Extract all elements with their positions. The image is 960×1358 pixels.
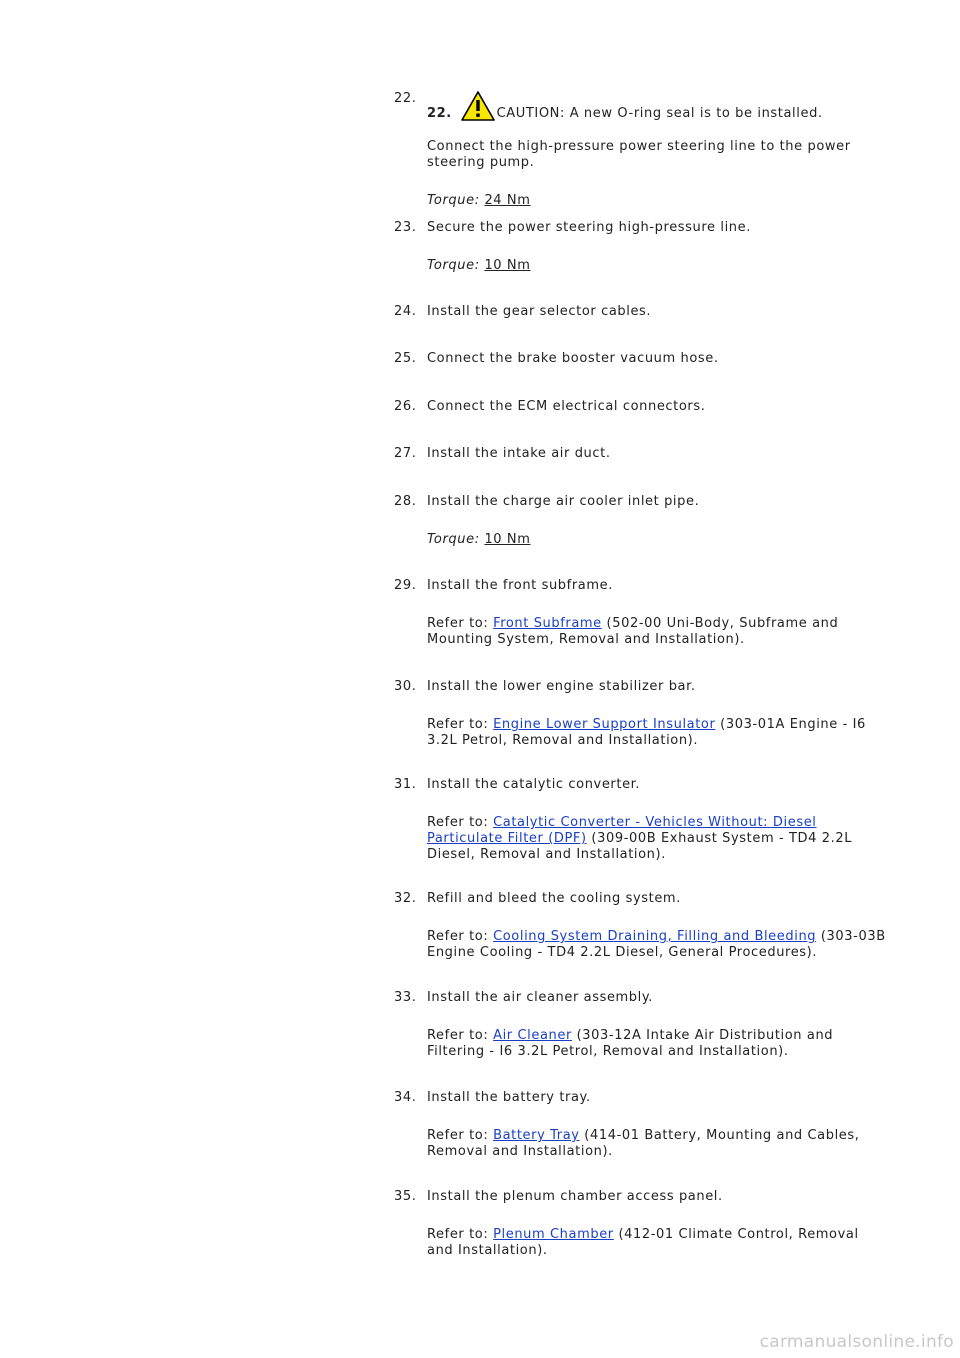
step-number: 30. bbox=[394, 679, 417, 694]
step-content bbox=[427, 1090, 887, 1160]
step-text: Install the charge air cooler inlet pipe. bbox=[427, 494, 700, 509]
torque-label: Torque: bbox=[427, 193, 480, 208]
step-content bbox=[427, 578, 887, 648]
step-number: 35. bbox=[394, 1189, 417, 1204]
link-cooling-system[interactable]: Cooling System Draining, Filling and Bleeding bbox=[493, 929, 817, 944]
torque-line bbox=[427, 532, 887, 548]
step-number: 33. bbox=[394, 990, 417, 1005]
step-content bbox=[427, 304, 887, 320]
step-text: Secure the power steering high-pressure line. bbox=[427, 220, 751, 235]
refer-suffix: (309-00B Exhaust System - TD4 2.2L Diesel, Removal and Installation). bbox=[427, 831, 853, 862]
step-text: Install the battery tray. bbox=[427, 1090, 591, 1105]
step-number: 31. bbox=[394, 777, 417, 792]
step-number: 23. bbox=[394, 220, 417, 235]
step-text: Install the front subframe. bbox=[427, 578, 613, 593]
torque-line bbox=[427, 193, 887, 209]
step-text: Install the gear selector cables. bbox=[427, 304, 652, 319]
refer-line bbox=[427, 1028, 887, 1060]
step-number: 29. bbox=[394, 578, 417, 593]
torque-line bbox=[427, 258, 887, 274]
step-number: 24. bbox=[394, 304, 417, 319]
link-engine-lower-support-insulator[interactable]: Engine Lower Support Insulator bbox=[493, 717, 716, 732]
step-number: 26. bbox=[394, 399, 417, 414]
refer-suffix: (303-01A Engine - I6 3.2L Petrol, Removal and Installation). bbox=[427, 717, 866, 748]
caution-text: CAUTION: A new O-ring seal is to be installed. bbox=[496, 106, 823, 121]
refer-prefix: Refer to: bbox=[427, 1227, 489, 1242]
step-content bbox=[427, 1189, 887, 1259]
step-number: 22. bbox=[394, 91, 417, 106]
step-content bbox=[427, 679, 887, 749]
torque-value: 24 Nm bbox=[484, 193, 531, 208]
watermark-footer: carmanualsonline.info bbox=[759, 1332, 954, 1352]
step-content bbox=[427, 891, 887, 961]
step-number: 27. bbox=[394, 446, 417, 461]
refer-prefix: Refer to: bbox=[427, 1128, 489, 1143]
caution-line bbox=[427, 91, 887, 126]
step-text: Install the air cleaner assembly. bbox=[427, 990, 654, 1005]
refer-prefix: Refer to: bbox=[427, 1028, 489, 1043]
refer-suffix: (303-03B Engine Cooling - TD4 2.2L Diesel, General Procedures). bbox=[427, 929, 886, 960]
step-content bbox=[427, 494, 887, 548]
step-number: 28. bbox=[394, 494, 417, 509]
step-content bbox=[427, 777, 887, 863]
step-content bbox=[427, 399, 887, 415]
step-number: 25. bbox=[394, 351, 417, 366]
caution-step-number: 22. bbox=[427, 106, 452, 121]
torque-label: Torque: bbox=[427, 532, 480, 547]
step-text: Install the catalytic converter. bbox=[427, 777, 641, 792]
step-number: 32. bbox=[394, 891, 417, 906]
step-text: Refill and bleed the cooling system. bbox=[427, 891, 681, 906]
warning-triangle-icon bbox=[461, 91, 495, 126]
link-catalytic-converter[interactable]: Catalytic Converter - Vehicles Without: Diesel Particulate Filter (DPF) bbox=[427, 815, 817, 846]
refer-line bbox=[427, 1128, 887, 1160]
refer-line bbox=[427, 815, 887, 863]
link-plenum-chamber[interactable]: Plenum Chamber bbox=[493, 1227, 614, 1242]
refer-line bbox=[427, 1227, 887, 1259]
step-content bbox=[427, 351, 887, 367]
refer-line bbox=[427, 929, 887, 961]
step-content bbox=[427, 990, 887, 1060]
torque-label: Torque: bbox=[427, 258, 480, 273]
refer-suffix: (414-01 Battery, Mounting and Cables, Removal and Installation). bbox=[427, 1128, 860, 1159]
step-number: 34. bbox=[394, 1090, 417, 1105]
link-battery-tray[interactable]: Battery Tray bbox=[493, 1128, 580, 1143]
refer-suffix: (412-01 Climate Control, Removal and Installation). bbox=[427, 1227, 859, 1258]
step-text: Connect the high-pressure power steering line to the power steering pump. bbox=[427, 139, 851, 170]
step-content bbox=[427, 91, 887, 209]
torque-value: 10 Nm bbox=[484, 258, 531, 273]
step-text: Install the intake air duct. bbox=[427, 446, 611, 461]
torque-value: 10 Nm bbox=[484, 532, 531, 547]
step-text: Connect the brake booster vacuum hose. bbox=[427, 351, 719, 366]
refer-prefix: Refer to: bbox=[427, 815, 489, 830]
step-content bbox=[427, 220, 887, 274]
step-text: Connect the ECM electrical connectors. bbox=[427, 399, 706, 414]
refer-suffix: (502-00 Uni-Body, Subframe and Mounting System, Removal and Installation). bbox=[427, 616, 839, 647]
refer-prefix: Refer to: bbox=[427, 616, 489, 631]
link-front-subframe[interactable]: Front Subframe bbox=[493, 616, 602, 631]
step-text: Install the lower engine stabilizer bar. bbox=[427, 679, 696, 694]
refer-line bbox=[427, 616, 887, 648]
refer-prefix: Refer to: bbox=[427, 717, 489, 732]
step-text: Install the plenum chamber access panel. bbox=[427, 1189, 723, 1204]
step-content bbox=[427, 446, 887, 462]
refer-line bbox=[427, 717, 887, 749]
refer-prefix: Refer to: bbox=[427, 929, 489, 944]
link-air-cleaner[interactable]: Air Cleaner bbox=[493, 1028, 572, 1043]
refer-suffix: (303-12A Intake Air Distribution and Filtering - I6 3.2L Petrol, Removal and Installation). bbox=[427, 1028, 834, 1059]
